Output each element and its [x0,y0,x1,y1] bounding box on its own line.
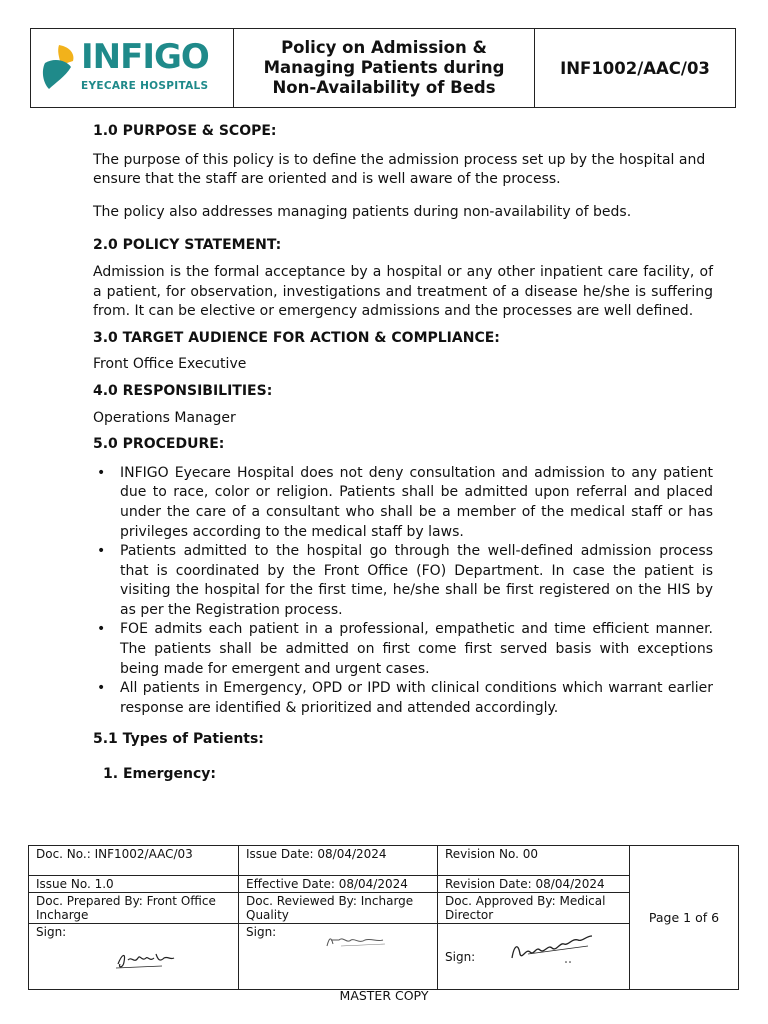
issue-number: Issue No. 1.0 [29,876,239,893]
bullet-icon: • [97,680,106,697]
document-code: INF1002/AAC/03 [560,58,710,78]
bullet-icon: • [97,464,106,481]
logo-cell [31,29,234,107]
bullet-icon: • [97,543,106,560]
section-heading-procedure: 5.0 PROCEDURE: [93,436,225,453]
sign-cell-reviewed [239,924,438,990]
sign-cell-prepared [29,924,239,990]
purpose-paragraph-2: The policy also addresses managing patients during non-availability of beds. [93,203,632,220]
purpose-paragraph-1: The purpose of this policy is to define the admission process set up by the hospital and ensure that the staff are oriented and is well aware of the process. [93,151,706,188]
section-heading-policy: 2.0 POLICY STATEMENT: [93,237,282,254]
master-copy-label: MASTER COPY [339,988,429,1003]
effective-date: Effective Date: 08/04/2024 [239,876,438,893]
sign-cell-approved [438,924,630,990]
list-item: • FOE admits each patient in a professional, empathetic and time efficient manner. The patients shall be admitted on first come first served basis with exceptions being made for emergent and urgent cases. [97,621,713,677]
prepared-by: Doc. Prepared By: Front Office Incharge [29,893,239,924]
title-line-3: Non-Availability of Beds [272,78,496,97]
doc-number: Doc. No.: INF1002/AAC/03 [29,846,239,876]
infigo-logo-icon [41,43,77,93]
audience-paragraph: Front Office Executive [93,356,247,373]
page-number: Page 1 of 6 [630,846,739,990]
item-number: 1. [103,766,119,783]
list-item: • All patients in Emergency, OPD or IPD with clinical conditions which warrant earlier response are identified & prioritized and attended accordingly. [97,680,713,716]
approved-by: Doc. Approved By: Medical Director [438,893,630,924]
sign-label: Sign: [36,925,67,939]
issue-date: Issue Date: 08/04/2024 [239,846,438,876]
bullet-icon: • [97,621,106,638]
document-control-table [28,845,739,990]
revision-number: Revision No. 00 [438,846,630,876]
logo-subtitle: EYECARE HOSPITALS [81,80,209,92]
revision-date: Revision Date: 08/04/2024 [438,876,630,893]
document-body [93,120,713,785]
document-title [234,29,535,107]
reviewed-by: Doc. Reviewed By: Incharge Quality [239,893,438,924]
signature-icon [508,932,598,966]
section-heading-responsibilities: 4.0 RESPONSIBILITIES: [93,382,273,399]
policy-paragraph: Admission is the formal acceptance by a hospital or any other inpatient care facility, of a patient, for observation, investigations and treatment of a disease he/she is suffering from. It can be elective or emergency admissions and the processes are well defined. [93,263,713,320]
numbered-item-emergency [93,765,713,785]
section-heading-purpose: 1.0 PURPOSE & SCOPE: [93,123,277,139]
signature-icon [321,932,391,952]
logo-wordmark: INFIGO [81,37,209,77]
sign-label: Sign: [445,949,476,964]
sign-label: Sign: [246,925,277,939]
section-heading-audience: 3.0 TARGET AUDIENCE FOR ACTION & COMPLIANCE: [93,329,500,346]
procedure-bullet-list [93,464,713,719]
item-label: Emergency: [122,766,216,783]
signature-icon [114,946,184,972]
title-line-1: Policy on Admission & [281,38,487,57]
subsection-heading-types: 5.1 Types of Patients: [93,731,264,748]
list-item: • Patients admitted to the hospital go through the well-defined admission process that is coordinated by the Front Office (FO) Department. In case the patient is visiting the hospital for the first time, he/she shall be first registered on the HIS by as per the Registration process. [97,543,713,618]
responsibilities-paragraph: Operations Manager [93,409,236,426]
list-item: • INFIGO Eyecare Hospital does not deny consultation and admission to any patient due to race, color or religion. Patients shall be admitted upon referral and placed under the care of a consultant who shall be a member of the medical staff or has privileges according to the medical staff by laws. [97,464,713,540]
document-header [30,28,736,108]
title-line-2: Managing Patients during [263,58,505,77]
